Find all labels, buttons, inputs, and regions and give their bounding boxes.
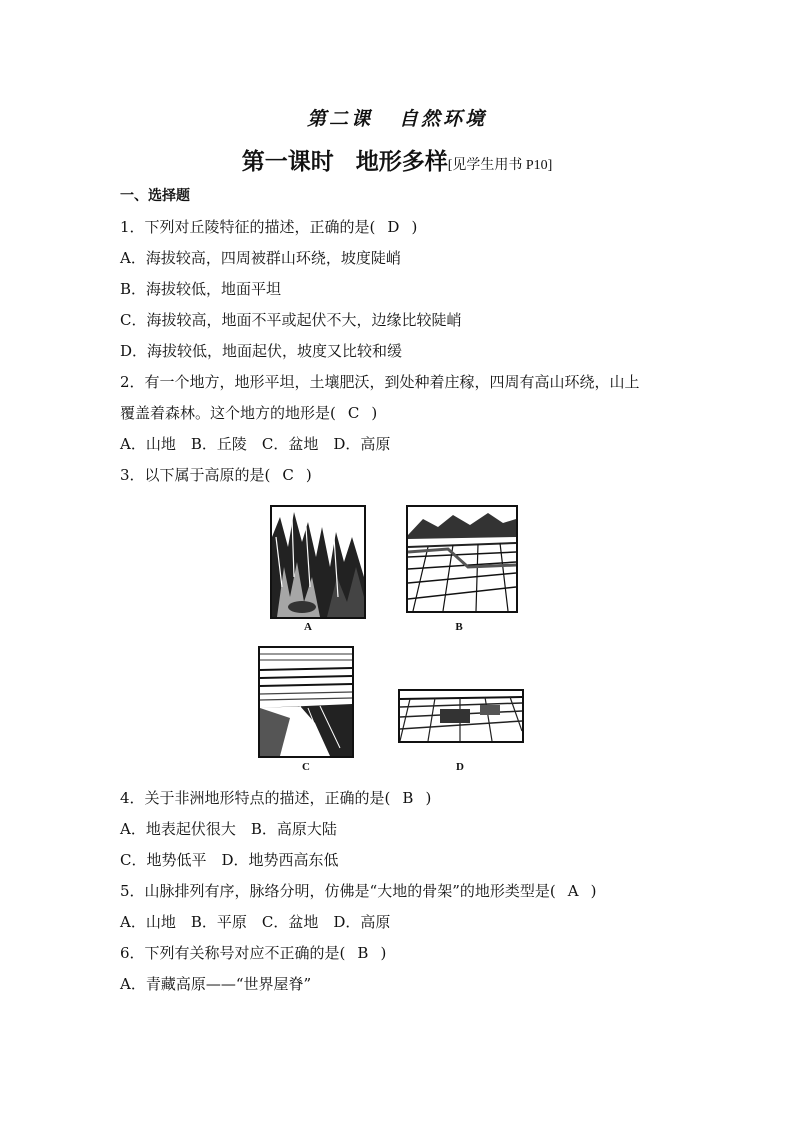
figure-a-mountain-illustration: [270, 505, 366, 619]
question-1-option-c: C．海拔较高，地面不平或起伏不大，边缘比较陡峭: [120, 311, 462, 329]
question-4-stem: 4．关于非洲地形特点的描述，正确的是( B ): [120, 789, 432, 807]
section-heading: 一、选择题: [120, 188, 190, 204]
lesson-number: 第一课时: [241, 149, 334, 175]
question-1-option-b: B．海拔较低，地面平坦: [120, 280, 282, 298]
question-6-answer: B: [357, 944, 369, 962]
question-1-stem: 1．下列对丘陵特征的描述，正确的是( D ): [120, 218, 418, 236]
figure-d-plain-illustration: [398, 689, 524, 743]
chapter-name: 自然环境: [399, 108, 488, 130]
question-5-answer: A: [567, 882, 579, 900]
lesson-title: [0, 143, 794, 176]
question-2-stem-line-1: 2．有一个地方，地形平坦，土壤肥沃，到处种着庄稼，四周有高山环绕，山上: [120, 373, 640, 391]
question-6-option-a: A．青藏高原——“世界屋脊”: [120, 975, 312, 993]
figure-d-label: D: [456, 761, 464, 773]
chapter-title: [0, 104, 794, 131]
question-2-stem-line-2: 覆盖着森林。这个地方的地形是( C ): [120, 404, 378, 422]
question-1-option-d: D．海拔较低，地面起伏，坡度又比较和缓: [120, 342, 403, 360]
question-1-option-a: A．海拔较高，四周被群山环绕，坡度陡峭: [120, 249, 401, 267]
figure-a-label: A: [304, 621, 312, 633]
textbook-reference: [见学生用书 P10]: [447, 158, 553, 173]
question-4-options-line-1: A．地表起伏很大 B．高原大陆: [120, 820, 337, 838]
figure-b-plain-illustration: [406, 505, 518, 613]
question-4-options-line-2: C．地势低平 D．地势西高东低: [120, 851, 339, 869]
question-5-stem: 5．山脉排列有序，脉络分明，仿佛是“大地的骨架”的地形类型是( A ): [120, 882, 597, 900]
question-3-stem: 3．以下属于高原的是( C ): [120, 466, 312, 484]
question-2-options: A．山地 B．丘陵 C．盆地 D．高原: [120, 435, 391, 453]
question-4-answer: B: [402, 789, 414, 807]
lesson-name: 地形多样: [355, 149, 448, 175]
figure-c-label: C: [302, 761, 310, 773]
chapter-number: 第二课: [306, 108, 373, 130]
question-6-stem: 6．下列有关称号对应不正确的是( B ): [120, 944, 387, 962]
question-2-answer: C: [347, 404, 360, 422]
question-1-answer: D: [387, 218, 400, 236]
question-5-options: A．山地 B．平原 C．盆地 D．高原: [120, 913, 391, 931]
question-3-answer: C: [282, 466, 294, 484]
figure-b-label: B: [455, 621, 463, 633]
figure-c-plateau-illustration: [258, 646, 354, 758]
